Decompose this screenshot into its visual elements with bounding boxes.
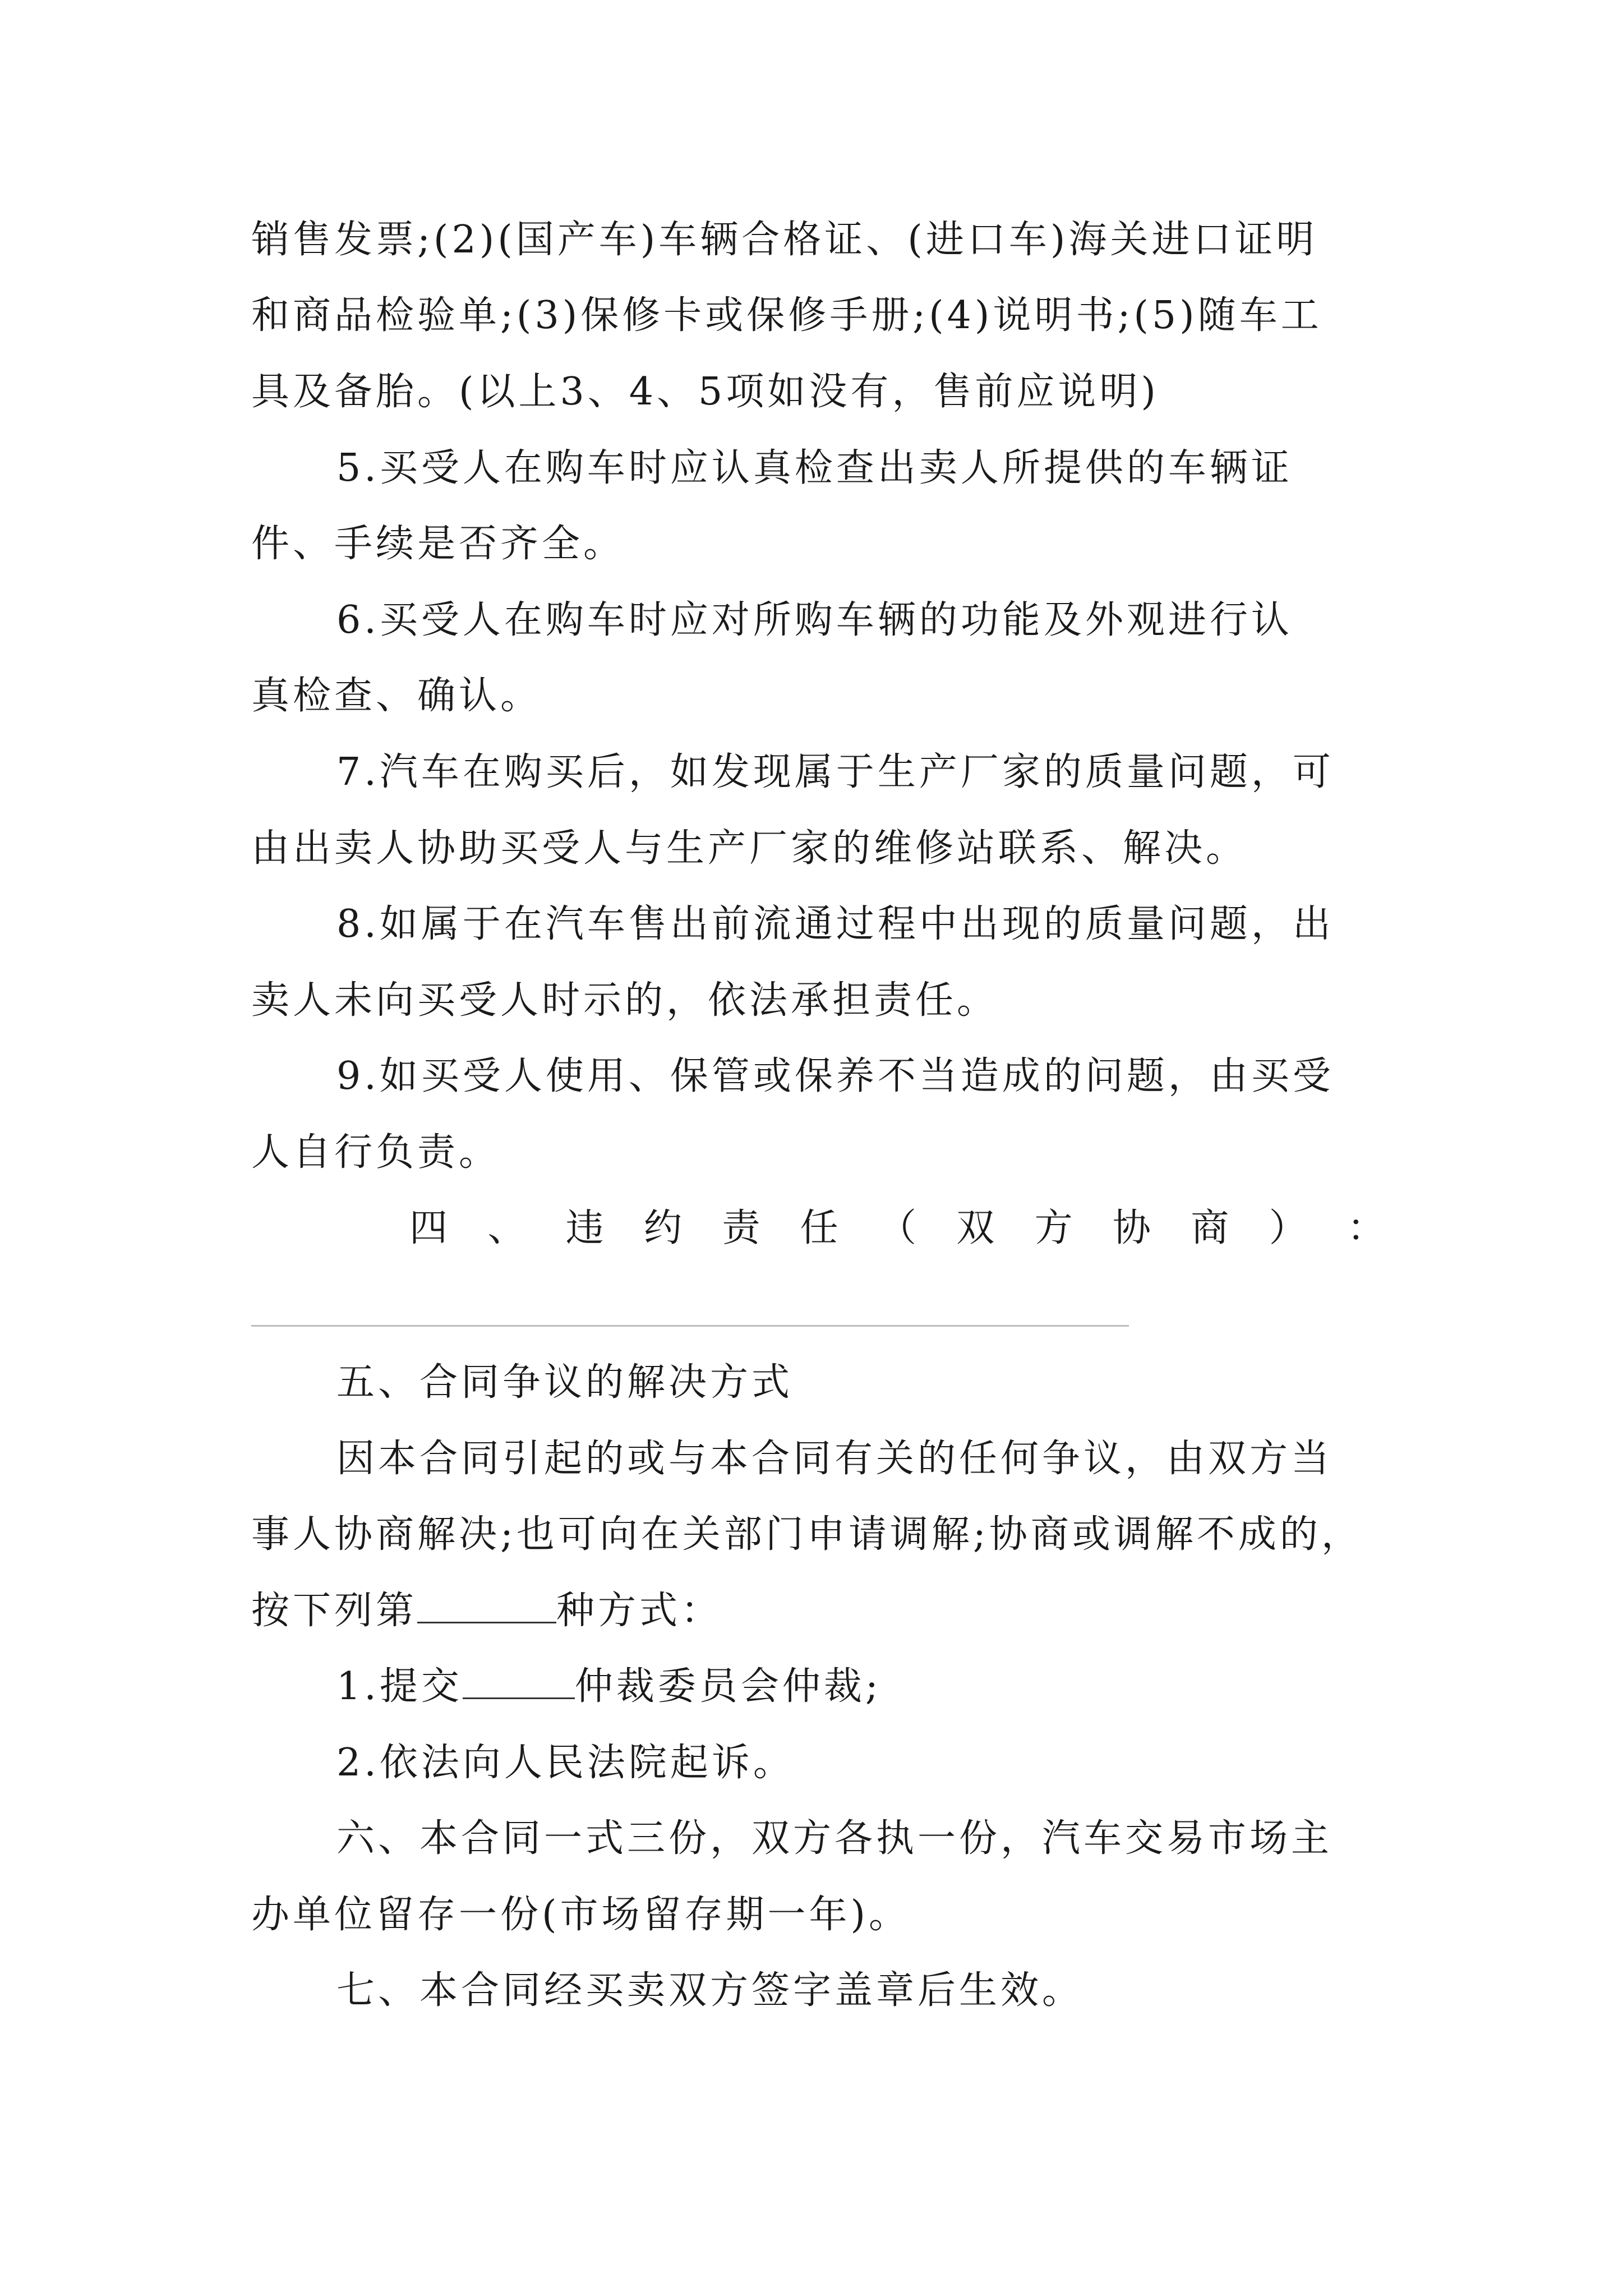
clause-5-line-1: 5.买受人在购车时应认真检查出卖人所提供的车辆证 — [336, 446, 1293, 490]
arbitration-committee-blank — [463, 1664, 575, 1699]
clause-8-line-2: 卖人未向买受人时示的，依法承担责任。 — [251, 978, 999, 1023]
heading-char: 约 — [643, 1206, 682, 1250]
heading-char: 双 — [956, 1206, 995, 1250]
text-line-3: 具及备胎。(以上3、4、5项如没有，售前应说明) — [251, 370, 1159, 414]
heading-char: 协 — [1112, 1206, 1151, 1250]
option-1-suffix: 仲裁委员会仲裁; — [574, 1664, 882, 1709]
heading-char: （ — [878, 1206, 916, 1250]
text-line-1: 销售发票;(2)(国产车)车辆合格证、(进口车)海关进口证明 — [251, 218, 1318, 262]
heading-char: 、 — [487, 1206, 526, 1250]
section-6-line-1: 六、本合同一式三份，双方各执一份，汽车交易市场主 — [336, 1816, 1333, 1861]
section-7: 七、本合同经买卖双方签字盖章后生效。 — [336, 1968, 1084, 2013]
option-1 — [336, 1662, 882, 1712]
clause-6-line-1: 6.买受人在购车时应对所购车辆的功能及外观进行认 — [336, 598, 1293, 642]
section-5-para-line-2: 事人协商解决;也可向在关部门申请调解;协商或调解不成的， — [251, 1512, 1363, 1557]
clause-5-line-2: 件、手续是否齐全。 — [251, 522, 625, 566]
clause-8-line-1: 8.如属于在汽车售出前流通过程中出现的质量问题，出 — [336, 902, 1334, 946]
clause-6-line-2: 真检查、确认。 — [251, 674, 542, 718]
clause-7-line-2: 由出卖人协助买受人与生产厂家的维修站联系、解决。 — [251, 826, 1248, 871]
para-line-3-prefix: 按下列第 — [251, 1589, 418, 1633]
option-2: 2.依法向人民法院起诉。 — [336, 1741, 795, 1785]
section-4-heading — [409, 1203, 1385, 1254]
heading-char: ： — [1347, 1206, 1385, 1250]
heading-char: 任 — [800, 1206, 838, 1250]
heading-char: 责 — [722, 1206, 760, 1250]
section-5-title: 五、合同争议的解决方式 — [336, 1360, 794, 1405]
section-5-para-line-1: 因本合同引起的或与本合同有关的任何争议，由双方当 — [336, 1437, 1333, 1481]
option-1-prefix: 1.提交 — [336, 1664, 463, 1709]
fill-in-blank-line — [251, 1325, 1129, 1327]
heading-char: 四 — [409, 1206, 448, 1250]
clause-7-line-1: 7.汽车在购买后，如发现属于生产厂家的质量问题，可 — [336, 750, 1334, 794]
para-line-3-suffix: 种方式： — [556, 1589, 723, 1633]
section-6-line-2: 办单位留存一份(市场留存期一年)。 — [251, 1893, 911, 1937]
clause-9-line-2: 人自行负责。 — [251, 1130, 501, 1175]
heading-char: 商 — [1191, 1206, 1229, 1250]
option-number-blank — [417, 1588, 556, 1623]
heading-char: 违 — [565, 1206, 604, 1250]
heading-char: ） — [1269, 1206, 1307, 1250]
heading-char: 方 — [1034, 1206, 1073, 1250]
section-5-para-line-3 — [251, 1586, 722, 1636]
text-line-2: 和商品检验单;(3)保修卡或保修手册;(4)说明书;(5)随车工 — [251, 293, 1322, 338]
clause-9-line-1: 9.如买受人使用、保管或保养不当造成的问题，由买受 — [336, 1054, 1334, 1098]
